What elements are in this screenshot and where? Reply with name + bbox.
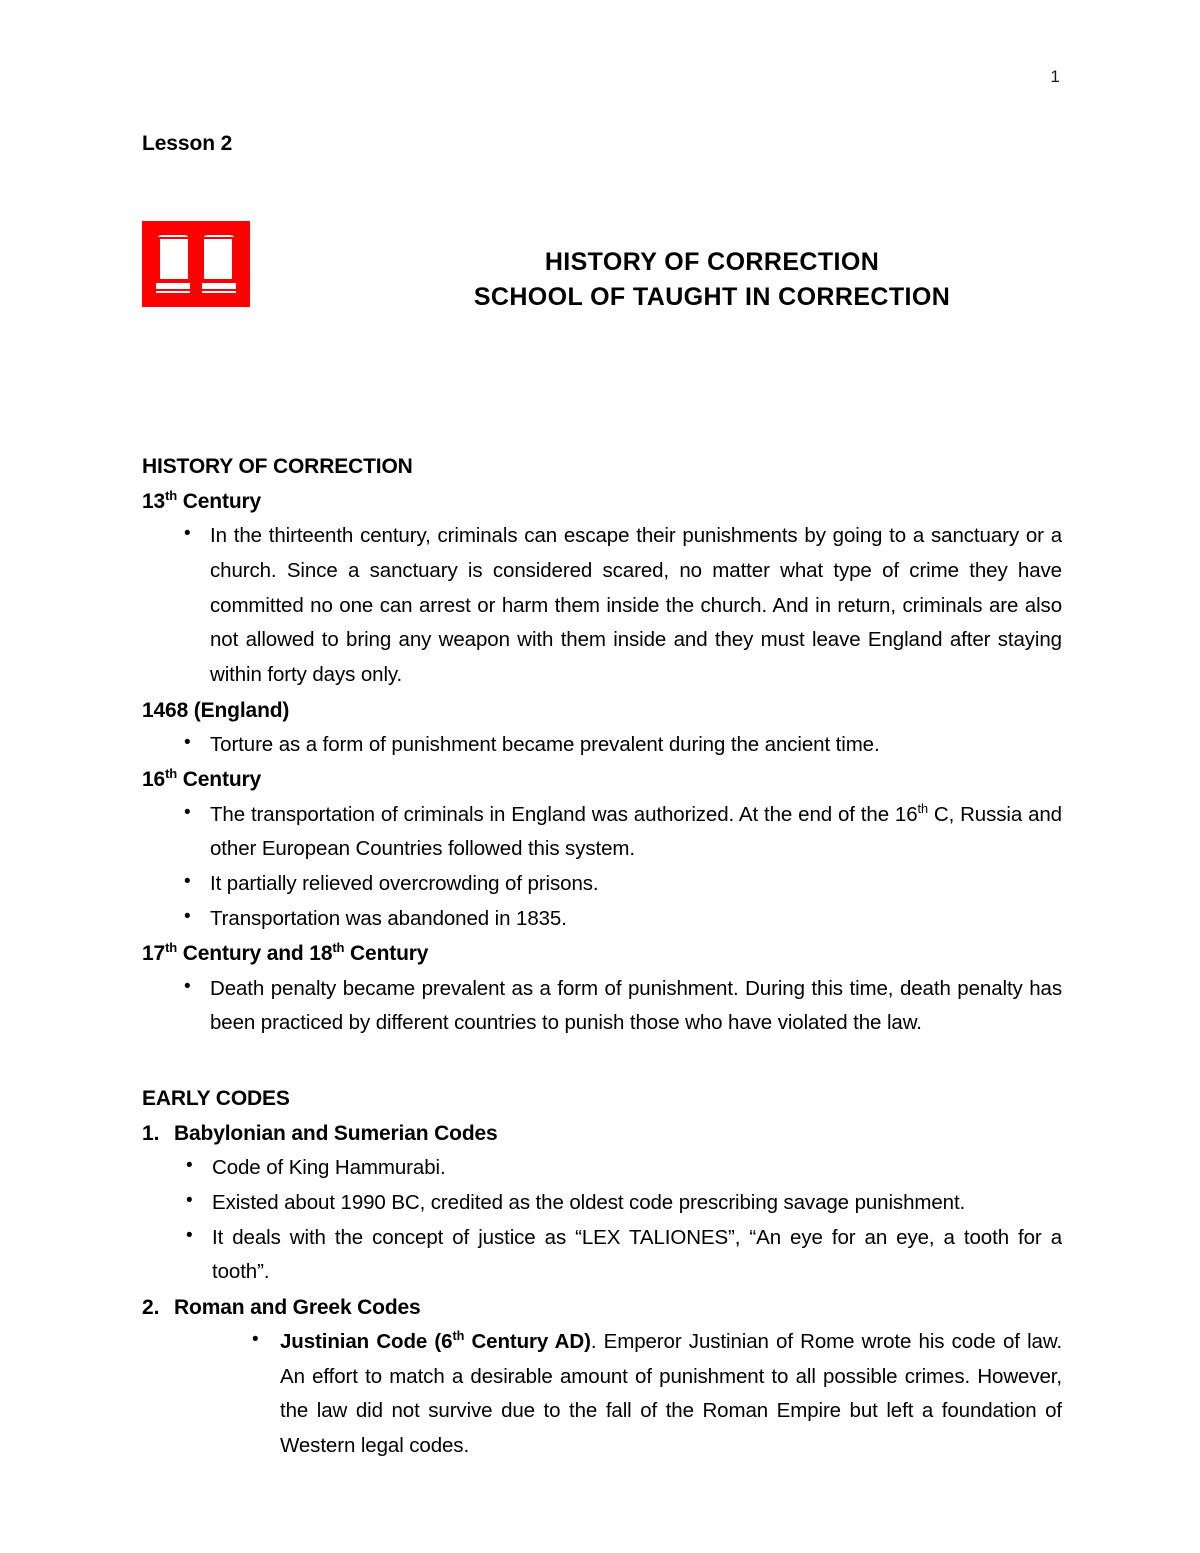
subheading-17th-number: 17: [142, 942, 166, 966]
document-title-line-1: HISTORY OF CORRECTION: [544, 247, 880, 276]
list-item: [142, 798, 1062, 867]
list-item: • It deals with the concept of justice as “LEX TALIONES”, “An eye for an eye, a tooth for a tooth”.: [174, 1221, 1062, 1290]
document-header: [142, 163, 1062, 312]
bullet-list-13th-century: [142, 519, 1062, 692]
subheading-17th-suffix: th: [165, 940, 178, 956]
document-title-line-2: SCHOOL OF TAUGHT IN CORRECTION: [473, 283, 951, 312]
bullet-list-17th-18th-century: [142, 972, 1062, 1041]
justinian-paren-open: (6: [427, 1330, 453, 1354]
subheading-17th-rest: Century: [344, 942, 429, 966]
section-heading-early-codes: EARLY CODES: [142, 1086, 290, 1110]
justinian-code-label: Justinian Code: [280, 1330, 428, 1354]
subheading-13th-century: [142, 484, 1062, 519]
open-book-icon: [142, 215, 250, 313]
page-number: 1: [1050, 67, 1060, 86]
list-item: • Torture as a form of punishment became prevalent during the ancient time.: [142, 728, 1062, 763]
subheading-17th-18th-century: [142, 936, 1062, 971]
bullet-transport-post: C, Russia and other European Countries followed this system.: [210, 802, 1062, 861]
bullet-transport-number: 16: [894, 802, 918, 826]
subheading-16th-century: [142, 762, 1062, 797]
subheading-13th-suffix: th: [165, 488, 178, 504]
subheading-17th-mid: Century and 18: [177, 942, 333, 966]
list-item: • Transportation was abandoned in 1835.: [142, 902, 1062, 937]
list-number: 2.: [142, 1295, 160, 1319]
bullet-list-babylonian: [174, 1151, 1062, 1290]
subheading-13th-number: 13: [142, 490, 166, 514]
numbered-list-item-1: [142, 1116, 1062, 1290]
bullet-list-1468: [142, 728, 1062, 763]
justinian-description: . Emperor Justinian of Rome wrote his code of law. An effort to match a desirable amount of punishment to all possible crimes. However, the law did not survive due to the fall of the Roman Empire but left a foundation of Western legal codes.: [280, 1330, 1062, 1458]
numbered-list-item-2: [142, 1290, 1062, 1464]
section-heading-history: HISTORY OF CORRECTION: [142, 454, 413, 478]
bullet-transport-pre: The transportation of criminals in England was authorized. At the end of the: [210, 802, 895, 826]
list-item: • Death penalty became prevalent as a form of punishment. During this time, death penalty has been practiced by different countries to punish those who have violated the law.: [142, 972, 1062, 1041]
list-number: 1.: [142, 1122, 160, 1146]
subheading-16th-suffix: th: [165, 766, 178, 782]
list-item: [174, 1325, 1062, 1464]
document-content: [142, 132, 1062, 1464]
list-item: • Code of King Hammurabi.: [174, 1151, 1062, 1186]
justinian-paren-close: Century AD): [464, 1330, 591, 1354]
lesson-label: Lesson 2: [142, 132, 233, 155]
subheading-18th-suffix: th: [332, 940, 345, 956]
justinian-century-suffix: th: [452, 1328, 465, 1344]
subheading-16th-rest: Century: [177, 768, 262, 792]
subheading-16th-number: 16: [142, 768, 166, 792]
bullet-list-16th-century: [142, 798, 1062, 937]
title-block: [322, 245, 1102, 316]
list-title: Roman and Greek Codes: [174, 1295, 421, 1319]
section-spacer: [142, 1041, 1062, 1081]
subheading-1468-england: 1468 (England): [142, 698, 290, 722]
list-title: Babylonian and Sumerian Codes: [174, 1122, 498, 1146]
body-sections: [142, 449, 1062, 1464]
list-item: • It partially relieved overcrowding of prisons.: [142, 867, 1062, 902]
subheading-13th-rest: Century: [177, 490, 262, 514]
numbered-list-early-codes: [142, 1116, 1062, 1464]
bullet-transport-suffix: th: [917, 800, 928, 816]
bullet-list-roman-greek: [174, 1325, 1062, 1464]
list-item: • In the thirteenth century, criminals can escape their punishments by going to a sanctuary or a church. Since a sanctuary is considered scared, no matter what type of crime they have committed no one can arrest or harm them inside the church. And in return, criminals are also not allowed to bring any weapon with them inside and they must leave England after staying within forty days only.: [142, 519, 1062, 692]
list-item: • Existed about 1990 BC, credited as the oldest code prescribing savage punishment.: [174, 1186, 1062, 1221]
